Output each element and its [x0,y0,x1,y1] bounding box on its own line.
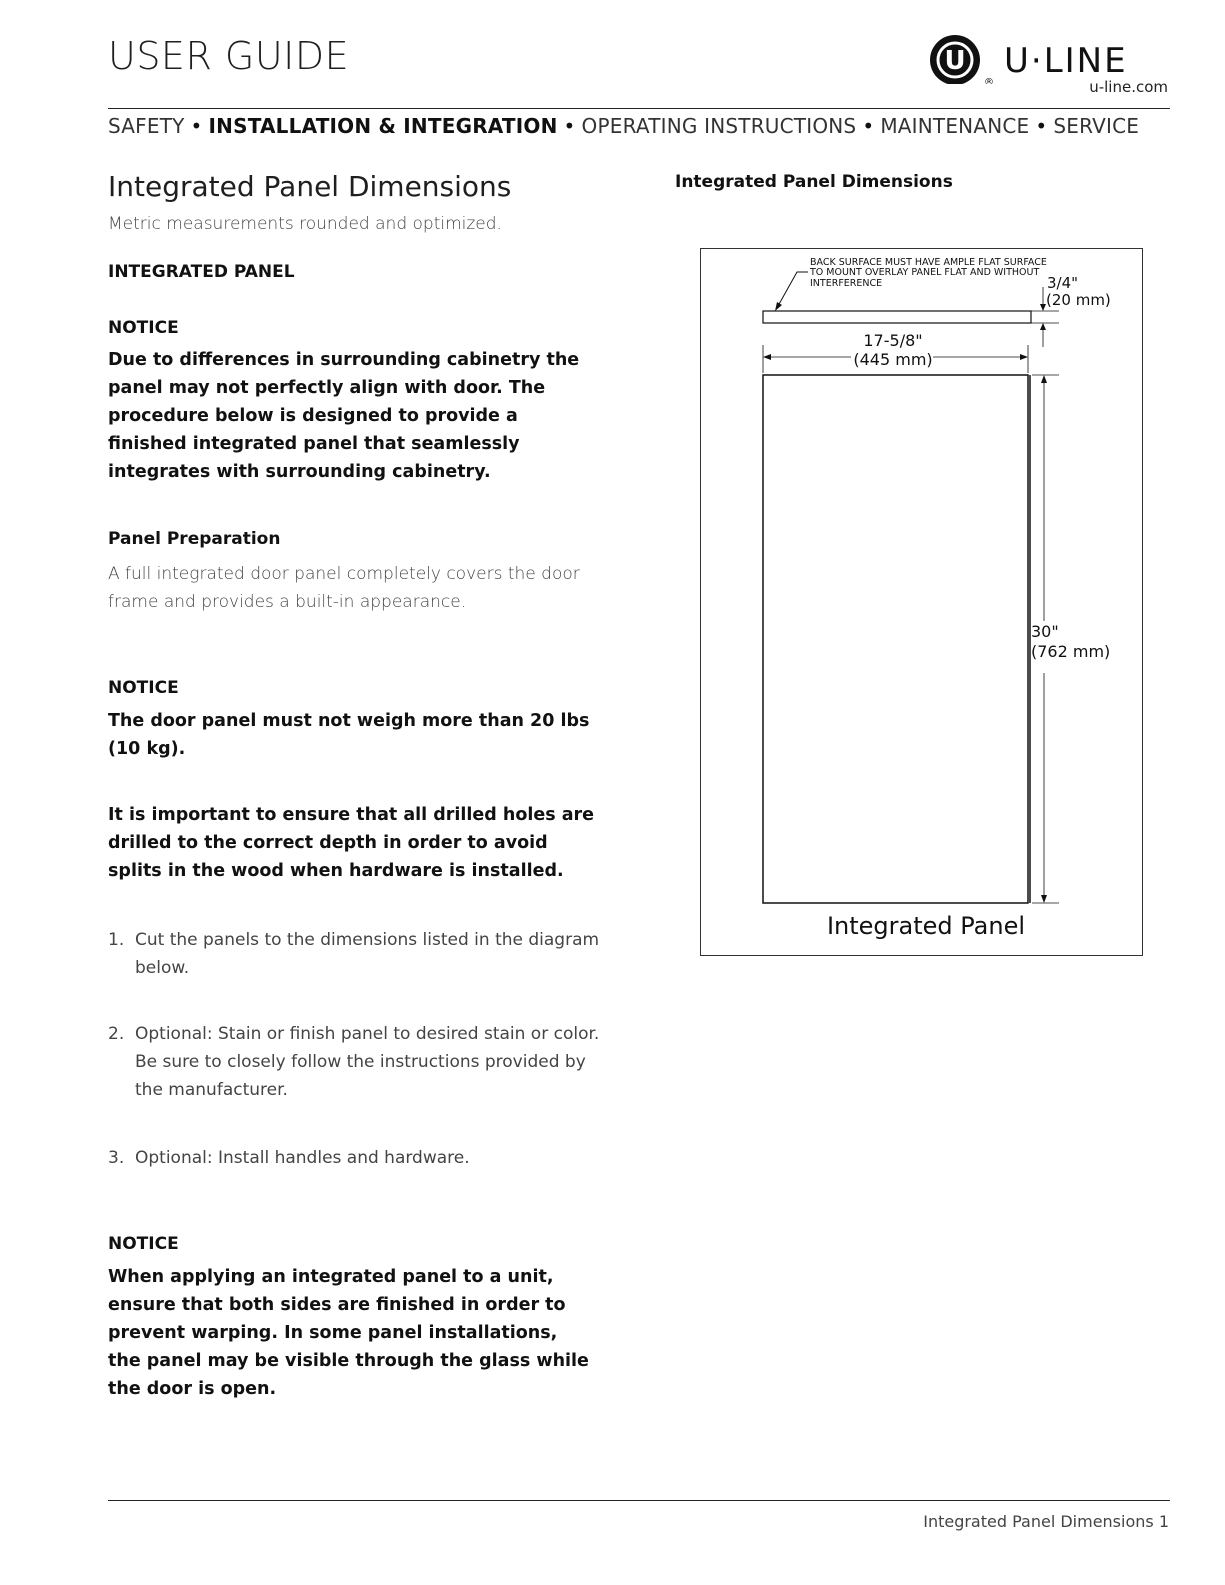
notice-text [108,801,608,885]
height-mm-label: (762 mm) [1031,642,1111,661]
list-item [108,1020,608,1104]
diagram-note-line: BACK SURFACE MUST HAVE AMPLE FLAT SURFACE [810,257,1047,268]
note-leader-line [778,272,808,306]
notice-text [108,707,608,763]
logo-text: U·LINE [1004,41,1128,81]
list-line: Be sure to closely follow the instructions provided by [135,1052,586,1072]
list-line: Optional: Install handles and hardware. [135,1148,470,1168]
width-inch-label: 17-5/8" [863,331,923,350]
list-line: Cut the panels to the dimensions listed in the diagram [135,930,600,950]
notice-line: Due to differences in surrounding cabinetry the [108,350,580,370]
logo-url[interactable]: u-line.com [1089,78,1168,96]
nav-separator: • [1035,114,1048,138]
list-number: 3. [108,1148,125,1168]
diagram-title: Integrated Panel Dimensions [675,172,953,192]
notice-line: the panel may be visible through the glass while [108,1351,589,1371]
notice-text [108,346,608,486]
integrated-panel-rect [763,375,1028,903]
u-line-logo [928,34,1168,98]
header-rule [108,108,1170,109]
logo-mark: U [944,46,966,76]
notice-line: panel may not perfectly align with door. The [108,378,546,398]
depth-mm-label: (20 mm) [1046,291,1111,309]
page-subtitle: Metric measurements rounded and optimized. [108,214,502,234]
u-line-logo-icon [928,34,1168,84]
footer-page-label: Integrated Panel Dimensions 1 [923,1512,1169,1531]
depth-arrow-bottom [1040,323,1046,330]
footer-rule [108,1500,1170,1501]
panel-preparation-heading: Panel Preparation [108,529,281,549]
notice-line: It is important to ensure that all drilled holes are [108,805,595,825]
height-inch-label: 30" [1031,622,1059,641]
notice-line: the door is open. [108,1379,277,1399]
integrated-panel-heading: INTEGRATED PANEL [108,262,295,282]
notice-line: prevent warping. In some panel installations, [108,1323,558,1343]
width-arrow-left [763,354,771,360]
notice-line: (10 kg). [108,739,186,759]
notice-line: procedure below is designed to provide a [108,406,518,426]
list-line: Optional: Stain or finish panel to desired stain or color. [135,1024,600,1044]
nav-separator: • [190,114,203,138]
nav-item-operating[interactable]: OPERATING INSTRUCTIONS [581,114,857,138]
notice-line: drilled to the correct depth in order to avoid [108,833,548,853]
notice-line: ensure that both sides are finished in order to [108,1295,566,1315]
notice-label: NOTICE [108,1234,179,1254]
notice-line: The door panel must not weigh more than 20 lbs [108,711,590,731]
body-line: A full integrated door panel completely covers the door [108,564,580,584]
registered-mark: ® [984,77,994,84]
nav-separator: • [862,114,875,138]
nav-item-service[interactable]: SERVICE [1053,114,1140,138]
panel-preparation-text [108,560,608,616]
list-item [108,1144,608,1172]
list-number: 2. [108,1024,125,1044]
section-nav [108,114,1170,138]
nav-item-installation[interactable]: INSTALLATION & INTEGRATION [208,114,558,138]
depth-inch-label: 3/4" [1047,274,1079,292]
diagram-note-line: INTERFERENCE [810,278,883,289]
panel-diagram-drawing [701,249,1144,957]
panel-diagram [700,248,1143,956]
notice-line: finished integrated panel that seamlessly [108,434,520,454]
notice-label: NOTICE [108,318,179,338]
nav-separator: • [563,114,576,138]
nav-item-safety[interactable]: SAFETY [108,114,185,138]
width-arrow-right [1020,354,1028,360]
notice-line: When applying an integrated panel to a unit, [108,1267,554,1287]
height-arrow-bottom [1041,895,1047,903]
diagram-caption: Integrated Panel [826,912,1026,940]
notice-label: NOTICE [108,678,179,698]
notice-line: splits in the wood when hardware is installed. [108,861,564,881]
notice-line: integrates with surrounding cabinetry. [108,462,491,482]
list-number: 1. [108,930,125,950]
list-line: below. [135,958,190,978]
diagram-note-line: TO MOUNT OVERLAY PANEL FLAT AND WITHOUT [810,267,1040,278]
height-arrow-top [1041,375,1047,383]
note-leader-arrow [775,302,782,311]
list-item [108,926,608,982]
notice-text [108,1263,608,1403]
panel-edge-view [763,311,1031,323]
page-title: Integrated Panel Dimensions [108,170,512,203]
header-title: USER GUIDE [108,34,350,78]
body-line: frame and provides a built-in appearance. [108,592,467,612]
width-mm-label: (445 mm) [853,350,933,369]
list-line: the manufacturer. [135,1080,288,1100]
nav-item-maintenance[interactable]: MAINTENANCE [880,114,1030,138]
